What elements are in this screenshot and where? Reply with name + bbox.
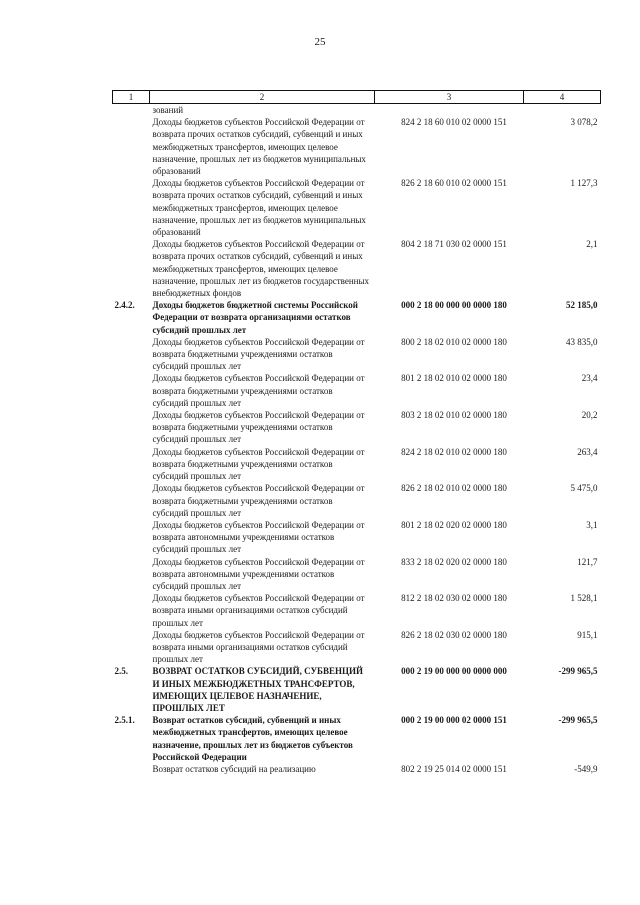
row-amount-cell: 20,2 bbox=[581, 410, 598, 421]
row-amount-cell bbox=[524, 104, 601, 117]
row-code-cell: 800 2 18 02 010 02 0000 180 bbox=[401, 336, 507, 347]
table-row bbox=[113, 556, 601, 593]
row-amount-cell: 3,1 bbox=[586, 519, 598, 530]
row-description-cell: Доходы бюджетов субъектов Российской Федерации от возврата бюджетными учреждениями остатков субсидий прошлых лет bbox=[152, 483, 365, 518]
row-code-cell: 000 2 19 00 000 00 0000 000 bbox=[401, 666, 507, 677]
row-code-cell bbox=[375, 104, 524, 117]
row-number-cell bbox=[113, 556, 150, 593]
row-description-cell: Доходы бюджетов субъектов Российской Федерации от возврата прочих остатков субсидий, субвенций и иных межбюджетных трансфертов, имеющих целевое назначение, прошлых лет из бюджетов муниципальных образований bbox=[152, 178, 366, 238]
table-row bbox=[113, 763, 601, 775]
table-row bbox=[113, 177, 601, 238]
table-body bbox=[113, 104, 601, 776]
row-amount-cell: 1 528,1 bbox=[570, 593, 598, 604]
row-amount-cell: 263,4 bbox=[577, 446, 598, 457]
row-code-cell: 833 2 18 02 020 02 0000 180 bbox=[401, 556, 507, 567]
table-row bbox=[113, 238, 601, 299]
row-code-cell: 826 2 18 02 030 02 0000 180 bbox=[401, 629, 507, 640]
table-row bbox=[113, 446, 601, 483]
row-description-cell: Доходы бюджетов субъектов Российской Федерации от возврата иными организациями остатков субсидий прошлых лет bbox=[152, 629, 365, 665]
table-row bbox=[113, 299, 601, 336]
row-code-cell: 000 2 19 00 000 02 0000 151 bbox=[401, 715, 507, 726]
row-description-cell: Доходы бюджетов субъектов Российской Федерации от возврата бюджетными учреждениями остатков субсидий прошлых лет bbox=[152, 336, 365, 372]
row-description-cell: Доходы бюджетов субъектов Российской Федерации от возврата бюджетными учреждениями остатков субсидий прошлых лет bbox=[152, 446, 365, 482]
row-number-cell bbox=[113, 446, 150, 483]
column-header-4: 4 bbox=[524, 91, 601, 104]
column-header-3: 3 bbox=[375, 91, 524, 104]
row-code-cell: 000 2 18 00 000 00 0000 180 bbox=[401, 300, 507, 311]
row-description-cell: Возврат остатков субсидий, субвенций и иных межбюджетных трансфертов, имеющих целевое назначение, прошлых лет из бюджетов субъектов Российской Федерации bbox=[152, 715, 353, 762]
row-amount-cell: -299 965,5 bbox=[558, 666, 598, 677]
row-amount-cell: 52 185,0 bbox=[566, 300, 598, 311]
row-number-cell bbox=[113, 409, 150, 446]
row-number-cell bbox=[113, 519, 150, 556]
table-row bbox=[113, 116, 601, 177]
row-code-cell: 824 2 18 02 010 02 0000 180 bbox=[401, 446, 507, 457]
row-number-cell: 2.5. bbox=[114, 666, 128, 677]
column-header-1: 1 bbox=[113, 91, 150, 104]
table-row bbox=[113, 665, 601, 714]
row-number-cell bbox=[113, 482, 150, 519]
row-number-cell bbox=[113, 629, 150, 666]
row-amount-cell: 2,1 bbox=[586, 239, 598, 250]
table-row bbox=[113, 714, 601, 763]
row-number-cell bbox=[113, 177, 150, 238]
row-code-cell: 824 2 18 60 010 02 0000 151 bbox=[401, 117, 507, 128]
row-number-cell bbox=[113, 104, 150, 117]
row-code-cell: 826 2 18 02 010 02 0000 180 bbox=[401, 483, 507, 494]
row-description-cell: Доходы бюджетов субъектов Российской Федерации от возврата бюджетными учреждениями остатков субсидий прошлых лет bbox=[152, 410, 365, 445]
column-header-2: 2 bbox=[150, 91, 375, 104]
table-row bbox=[113, 409, 601, 446]
table-header-row bbox=[113, 91, 601, 104]
table-row bbox=[113, 336, 601, 373]
row-amount-cell: 23,4 bbox=[581, 373, 598, 384]
row-number-cell bbox=[113, 336, 150, 373]
row-number-cell bbox=[113, 238, 150, 299]
row-code-cell: 826 2 18 60 010 02 0000 151 bbox=[401, 178, 507, 189]
table-row bbox=[113, 482, 601, 519]
row-amount-cell: 43 835,0 bbox=[566, 336, 598, 347]
row-amount-cell: 121,7 bbox=[577, 556, 598, 567]
row-description-cell: Доходы бюджетов бюджетной системы Российской Федерации от возврата организациями остатков субсидий прошлых лет bbox=[152, 300, 358, 335]
row-code-cell: 812 2 18 02 030 02 0000 180 bbox=[401, 593, 507, 604]
row-description-cell: Доходы бюджетов субъектов Российской Федерации от возврата иными организациями остатков субсидий прошлых лет bbox=[152, 593, 365, 628]
row-amount-cell: 1 127,3 bbox=[570, 178, 598, 189]
row-code-cell: 803 2 18 02 010 02 0000 180 bbox=[401, 410, 507, 421]
row-number-cell bbox=[113, 116, 150, 177]
page-number: 25 bbox=[314, 36, 326, 48]
row-number-cell bbox=[113, 592, 150, 629]
row-description-cell: Доходы бюджетов субъектов Российской Федерации от возврата бюджетными учреждениями остатков субсидий прошлых лет bbox=[152, 373, 365, 408]
row-amount-cell: -299 965,5 bbox=[558, 715, 598, 726]
row-code-cell: 804 2 18 71 030 02 0000 151 bbox=[401, 239, 507, 250]
row-description-cell: Доходы бюджетов субъектов Российской Федерации от возврата прочих остатков субсидий, субвенций и иных межбюджетных трансфертов, имеющих целевое назначение, прошлых лет из бюджетов муниципальных образований bbox=[152, 117, 366, 177]
row-amount-cell: 5 475,0 bbox=[570, 483, 598, 494]
row-amount-cell: 3 078,2 bbox=[570, 117, 598, 128]
row-number-cell bbox=[113, 763, 150, 775]
table-row bbox=[113, 104, 601, 117]
row-code-cell: 802 2 19 25 014 02 0000 151 bbox=[401, 763, 507, 774]
row-code-cell: 801 2 18 02 020 02 0000 180 bbox=[401, 519, 507, 530]
budget-table bbox=[112, 90, 601, 775]
table-row bbox=[113, 592, 601, 629]
table-row bbox=[113, 519, 601, 556]
table-row bbox=[113, 372, 601, 409]
row-description-cell: зований bbox=[152, 105, 184, 115]
row-number-cell bbox=[113, 372, 150, 409]
table-row bbox=[113, 629, 601, 666]
row-description-cell: Возврат остатков субсидий на реализацию bbox=[152, 763, 316, 774]
row-description-cell: Доходы бюджетов субъектов Российской Федерации от возврата автономными учреждениями остатков субсидий прошлых лет bbox=[152, 556, 365, 591]
row-amount-cell: 915,1 bbox=[577, 629, 598, 640]
row-description-cell: Доходы бюджетов субъектов Российской Федерации от возврата автономными учреждениями остатков субсидий прошлых лет bbox=[152, 519, 365, 555]
row-number-cell: 2.5.1. bbox=[114, 715, 135, 726]
row-description-cell: Доходы бюджетов субъектов Российской Федерации от возврата прочих остатков субсидий, субвенций и иных межбюджетных трансфертов, имеющих целевое назначение, прошлых лет из бюджетов государственных внебюджетных фондов bbox=[152, 239, 369, 299]
row-description-cell: ВОЗВРАТ ОСТАТКОВ СУБСИДИЙ, СУБВЕНЦИЙ И ИНЫХ МЕЖБЮДЖЕТНЫХ ТРАНСФЕРТОВ, ИМЕЮЩИХ ЦЕЛЕВОЕ НАЗНАЧЕНИЕ, ПРОШЛЫХ ЛЕТ bbox=[152, 666, 364, 713]
row-code-cell: 801 2 18 02 010 02 0000 180 bbox=[401, 373, 507, 384]
row-amount-cell: -549,9 bbox=[574, 763, 598, 774]
row-number-cell: 2.4.2. bbox=[114, 300, 135, 311]
